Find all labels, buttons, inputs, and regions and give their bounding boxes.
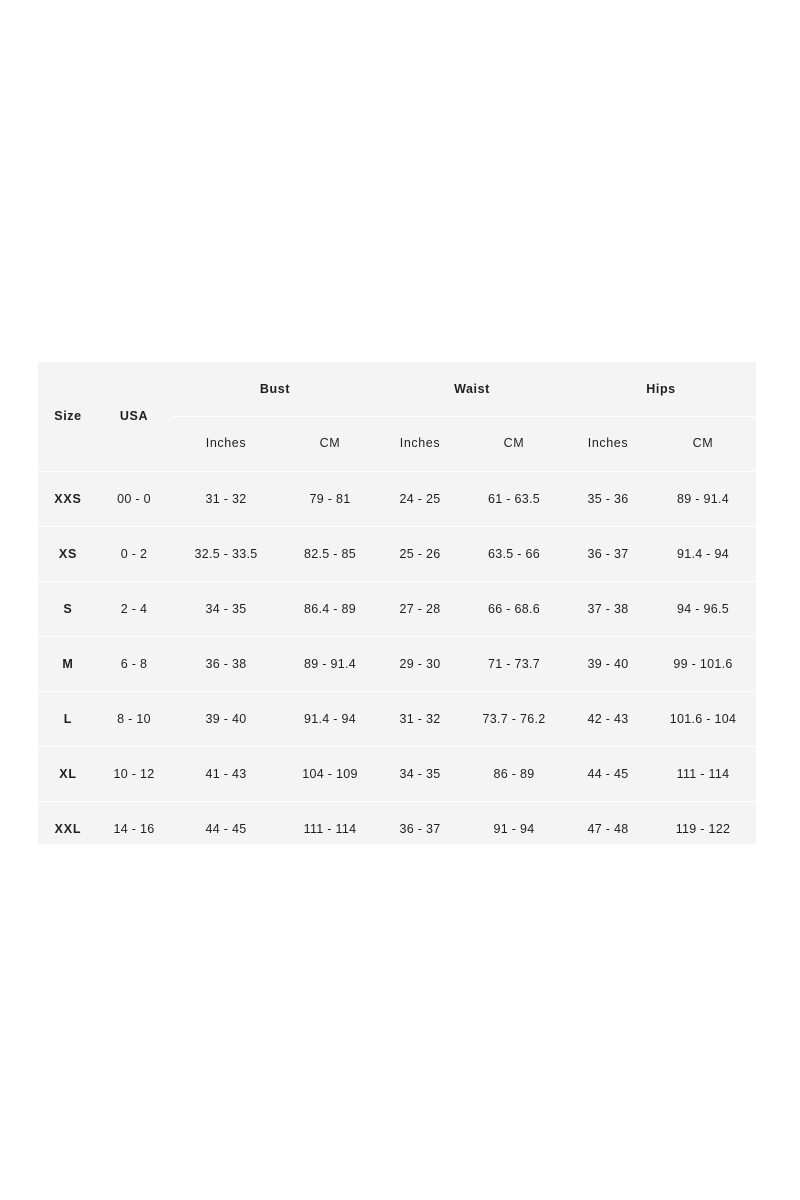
- cell-usa: 10 - 12: [113, 767, 155, 781]
- cell-size: XXL: [54, 822, 82, 836]
- cell-waist-cm: 73.7 - 76.2: [482, 712, 546, 726]
- cell-usa: 6 - 8: [120, 657, 148, 671]
- cell-size: XL: [59, 767, 77, 781]
- cell-bust-inches: 31 - 32: [205, 492, 247, 506]
- cell-waist-inches: 34 - 35: [399, 767, 441, 781]
- cell-hips-cm: 119 - 122: [675, 822, 731, 836]
- table-row: [38, 472, 756, 527]
- cell-waist-cm: 63.5 - 66: [487, 547, 541, 561]
- size-chart-table: [38, 362, 756, 844]
- cell-hips-inches: 35 - 36: [587, 492, 629, 506]
- cell-bust-cm: 89 - 91.4: [303, 657, 357, 671]
- cell-waist-cm: 91 - 94: [493, 822, 535, 836]
- cell-hips-inches: 44 - 45: [587, 767, 629, 781]
- header-waist: Waist: [454, 382, 490, 396]
- cell-usa: 00 - 0: [117, 492, 151, 506]
- table-row: [38, 747, 756, 802]
- cell-waist-inches: 29 - 30: [399, 657, 441, 671]
- cell-usa: 0 - 2: [120, 547, 148, 561]
- cell-waist-inches: 31 - 32: [399, 712, 441, 726]
- table-row: [38, 802, 756, 844]
- cell-bust-inches: 39 - 40: [205, 712, 247, 726]
- cell-hips-cm: 101.6 - 104: [669, 712, 737, 726]
- cell-bust-cm: 111 - 114: [303, 822, 357, 836]
- header-bust-inches: Inches: [205, 436, 247, 450]
- table-row: [38, 692, 756, 747]
- cell-bust-inches: 34 - 35: [205, 602, 247, 616]
- cell-hips-cm: 94 - 96.5: [676, 602, 730, 616]
- cell-waist-inches: 36 - 37: [399, 822, 441, 836]
- cell-hips-cm: 99 - 101.6: [673, 657, 733, 671]
- cell-size: M: [62, 657, 74, 671]
- cell-hips-inches: 47 - 48: [587, 822, 629, 836]
- cell-hips-cm: 111 - 114: [676, 767, 730, 781]
- table-row: [38, 582, 756, 637]
- table-row: [38, 637, 756, 692]
- cell-waist-cm: 61 - 63.5: [487, 492, 541, 506]
- table-row: [38, 527, 756, 582]
- cell-usa: 2 - 4: [120, 602, 148, 616]
- cell-usa: 14 - 16: [113, 822, 155, 836]
- cell-waist-inches: 25 - 26: [399, 547, 441, 561]
- cell-hips-inches: 42 - 43: [587, 712, 629, 726]
- cell-bust-cm: 104 - 109: [302, 767, 358, 781]
- cell-bust-cm: 79 - 81: [309, 492, 351, 506]
- header-waist-cm: CM: [503, 436, 525, 450]
- cell-size: XS: [58, 547, 78, 561]
- cell-bust-cm: 91.4 - 94: [303, 712, 357, 726]
- header-hips: Hips: [646, 382, 676, 396]
- header-bust-cm: CM: [319, 436, 341, 450]
- cell-waist-cm: 66 - 68.6: [487, 602, 541, 616]
- cell-waist-inches: 27 - 28: [399, 602, 441, 616]
- header-hips-inches: Inches: [587, 436, 629, 450]
- cell-size: L: [63, 712, 73, 726]
- cell-size: S: [63, 602, 73, 616]
- cell-hips-cm: 91.4 - 94: [676, 547, 730, 561]
- header-hips-cm: CM: [692, 436, 714, 450]
- cell-size: XXS: [54, 492, 82, 506]
- cell-waist-inches: 24 - 25: [399, 492, 441, 506]
- header-size: Size: [54, 409, 82, 423]
- cell-usa: 8 - 10: [117, 712, 151, 726]
- header-waist-inches: Inches: [399, 436, 441, 450]
- cell-bust-cm: 86.4 - 89: [303, 602, 357, 616]
- cell-hips-cm: 89 - 91.4: [676, 492, 730, 506]
- cell-hips-inches: 36 - 37: [587, 547, 629, 561]
- cell-hips-inches: 39 - 40: [587, 657, 629, 671]
- cell-waist-cm: 71 - 73.7: [487, 657, 541, 671]
- cell-bust-inches: 41 - 43: [205, 767, 247, 781]
- header-usa: USA: [119, 409, 149, 423]
- cell-bust-inches: 44 - 45: [205, 822, 247, 836]
- header-bust: Bust: [259, 382, 291, 396]
- cell-bust-inches: 36 - 38: [205, 657, 247, 671]
- cell-hips-inches: 37 - 38: [587, 602, 629, 616]
- cell-waist-cm: 86 - 89: [493, 767, 535, 781]
- cell-bust-cm: 82.5 - 85: [303, 547, 357, 561]
- cell-bust-inches: 32.5 - 33.5: [194, 547, 258, 561]
